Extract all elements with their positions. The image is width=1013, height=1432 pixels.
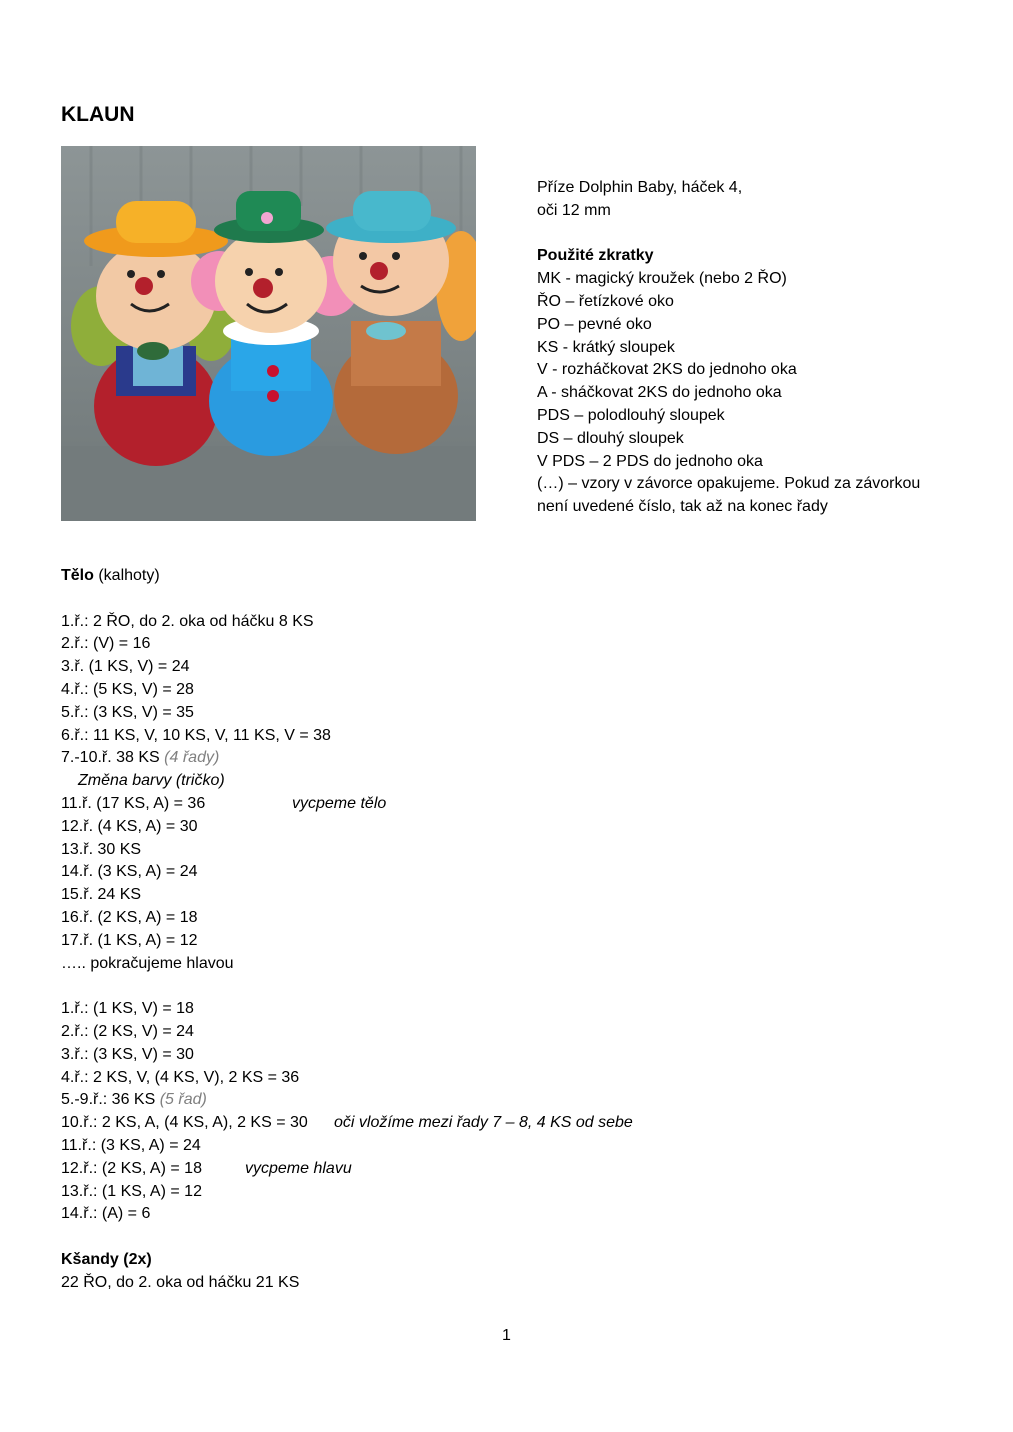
pattern-row: [61, 1158, 961, 1181]
pattern-row: [61, 816, 961, 839]
abbreviation-item: PDS – polodlouhý sloupek: [537, 406, 725, 424]
pattern-row: [61, 907, 961, 930]
pattern-row: [61, 656, 961, 679]
row-note: oči vložíme mezi řady 7 – 8, 4 KS od sebe: [334, 1114, 633, 1132]
row-text: 16.ř. (2 KS, A) = 18: [61, 908, 198, 926]
row-text: 1.ř.: 2 ŘO, do 2. oka od háčku 8 KS: [61, 612, 314, 630]
abbreviation-item: není uvedené číslo, tak až na konec řady: [537, 498, 828, 516]
row-text: 5.ř.: (3 KS, V) = 35: [61, 703, 194, 721]
row-note: vycpeme tělo: [292, 794, 387, 812]
pattern-row: [61, 1021, 961, 1044]
row-text: ….. pokračujeme hlavou: [61, 954, 234, 972]
row-text: 1.ř.: (1 KS, V) = 18: [61, 1000, 194, 1018]
pattern-row: [61, 1135, 961, 1158]
pattern-row: [61, 1181, 961, 1204]
row-text: 4.ř.: 2 KS, V, (4 KS, V), 2 KS = 36: [61, 1068, 300, 1086]
row-text: 4.ř.: (5 KS, V) = 28: [61, 680, 194, 698]
pattern-row: [61, 679, 961, 702]
pattern-row: [61, 1067, 961, 1090]
pattern-row: [61, 611, 961, 634]
row-text: 11.ř.: (3 KS, A) = 24: [61, 1136, 201, 1154]
row-text: 13.ř.: (1 KS, A) = 12: [61, 1182, 202, 1200]
pattern-row: [61, 1089, 961, 1112]
head-rows: [61, 998, 961, 1226]
row-text: 17.ř. (1 KS, A) = 12: [61, 931, 198, 949]
row-text: 14.ř.: (A) = 6: [61, 1205, 151, 1223]
pattern-row: [61, 1112, 961, 1135]
row-text: 6.ř.: 11 KS, V, 10 KS, V, 11 KS, V = 38: [61, 726, 331, 744]
row-text: 11.ř. (17 KS, A) = 36: [61, 794, 206, 812]
pattern-body: [61, 565, 961, 1295]
pattern-row: [61, 725, 961, 748]
page-title: KLAUN: [61, 103, 135, 126]
section-heading-body: [61, 565, 961, 588]
materials-line: oči 12 mm: [537, 201, 611, 219]
straps-row: 22 ŘO, do 2. oka od háčku 21 KS: [61, 1273, 300, 1291]
row-text: 15.ř. 24 KS: [61, 886, 142, 904]
abbreviation-item: DS – dlouhý sloupek: [537, 429, 684, 447]
pattern-row: [61, 998, 961, 1021]
abbreviation-item: V PDS – 2 PDS do jednoho oka: [537, 452, 763, 470]
pattern-row: [61, 930, 961, 953]
page-number: 1: [502, 1327, 511, 1344]
row-text: 12.ř. (4 KS, A) = 30: [61, 817, 198, 835]
abbreviation-item: KS - krátký sloupek: [537, 338, 675, 356]
straps-heading: Kšandy (2x): [61, 1250, 152, 1268]
abbreviation-item: MK - magický kroužek (nebo 2 ŘO): [537, 270, 787, 288]
pattern-row: [61, 747, 961, 770]
row-text: 13.ř. 30 KS: [61, 840, 142, 858]
abbreviation-item: (…) – vzory v závorce opakujeme. Pokud za závorkou: [537, 475, 921, 493]
abbreviations-heading: Použité zkratky: [537, 247, 654, 265]
abbreviation-item: V - rozháčkovat 2KS do jednoho oka: [537, 361, 797, 379]
section-heading-bold: Tělo: [61, 567, 94, 584]
pattern-row: [61, 702, 961, 725]
row-text: 5.-9.ř.: 36 KS: [61, 1091, 160, 1109]
clown-photo: [61, 146, 476, 521]
row-text: 2.ř.: (2 KS, V) = 24: [61, 1022, 194, 1040]
pattern-row: [61, 1203, 961, 1226]
pattern-row: [61, 793, 961, 816]
row-text: 10.ř.: 2 KS, A, (4 KS, A), 2 KS = 30: [61, 1114, 308, 1132]
pattern-row: [61, 861, 961, 884]
row-text: 14.ř. (3 KS, A) = 24: [61, 863, 198, 881]
row-text: 7.-10.ř. 38 KS: [61, 749, 165, 767]
row-count-note: (4 řady): [164, 749, 220, 767]
section-heading-rest: (kalhoty): [93, 567, 160, 584]
abbreviation-item: A - sháčkovat 2KS do jednoho oka: [537, 384, 782, 402]
row-indent-note: Změna barvy (tričko): [78, 772, 225, 790]
body-rows: [61, 611, 961, 976]
row-text: 2.ř.: (V) = 16: [61, 635, 151, 653]
pattern-row: [61, 839, 961, 862]
pattern-row: [61, 633, 961, 656]
abbreviation-item: ŘO – řetízkové oko: [537, 292, 674, 310]
row-count-note: (5 řad): [159, 1091, 207, 1109]
pattern-row: [61, 770, 961, 793]
materials-line: Příze Dolphin Baby, háček 4,: [537, 179, 743, 196]
pattern-row: [61, 884, 961, 907]
abbreviation-item: PO – pevné oko: [537, 315, 652, 333]
row-text: 3.ř. (1 KS, V) = 24: [61, 658, 190, 676]
row-note: vycpeme hlavu: [245, 1159, 352, 1177]
materials-block: [537, 177, 957, 519]
row-text: 12.ř.: (2 KS, A) = 18: [61, 1159, 202, 1177]
row-text: 3.ř.: (3 KS, V) = 30: [61, 1045, 194, 1063]
pattern-row: [61, 1044, 961, 1067]
pattern-row: [61, 953, 961, 976]
